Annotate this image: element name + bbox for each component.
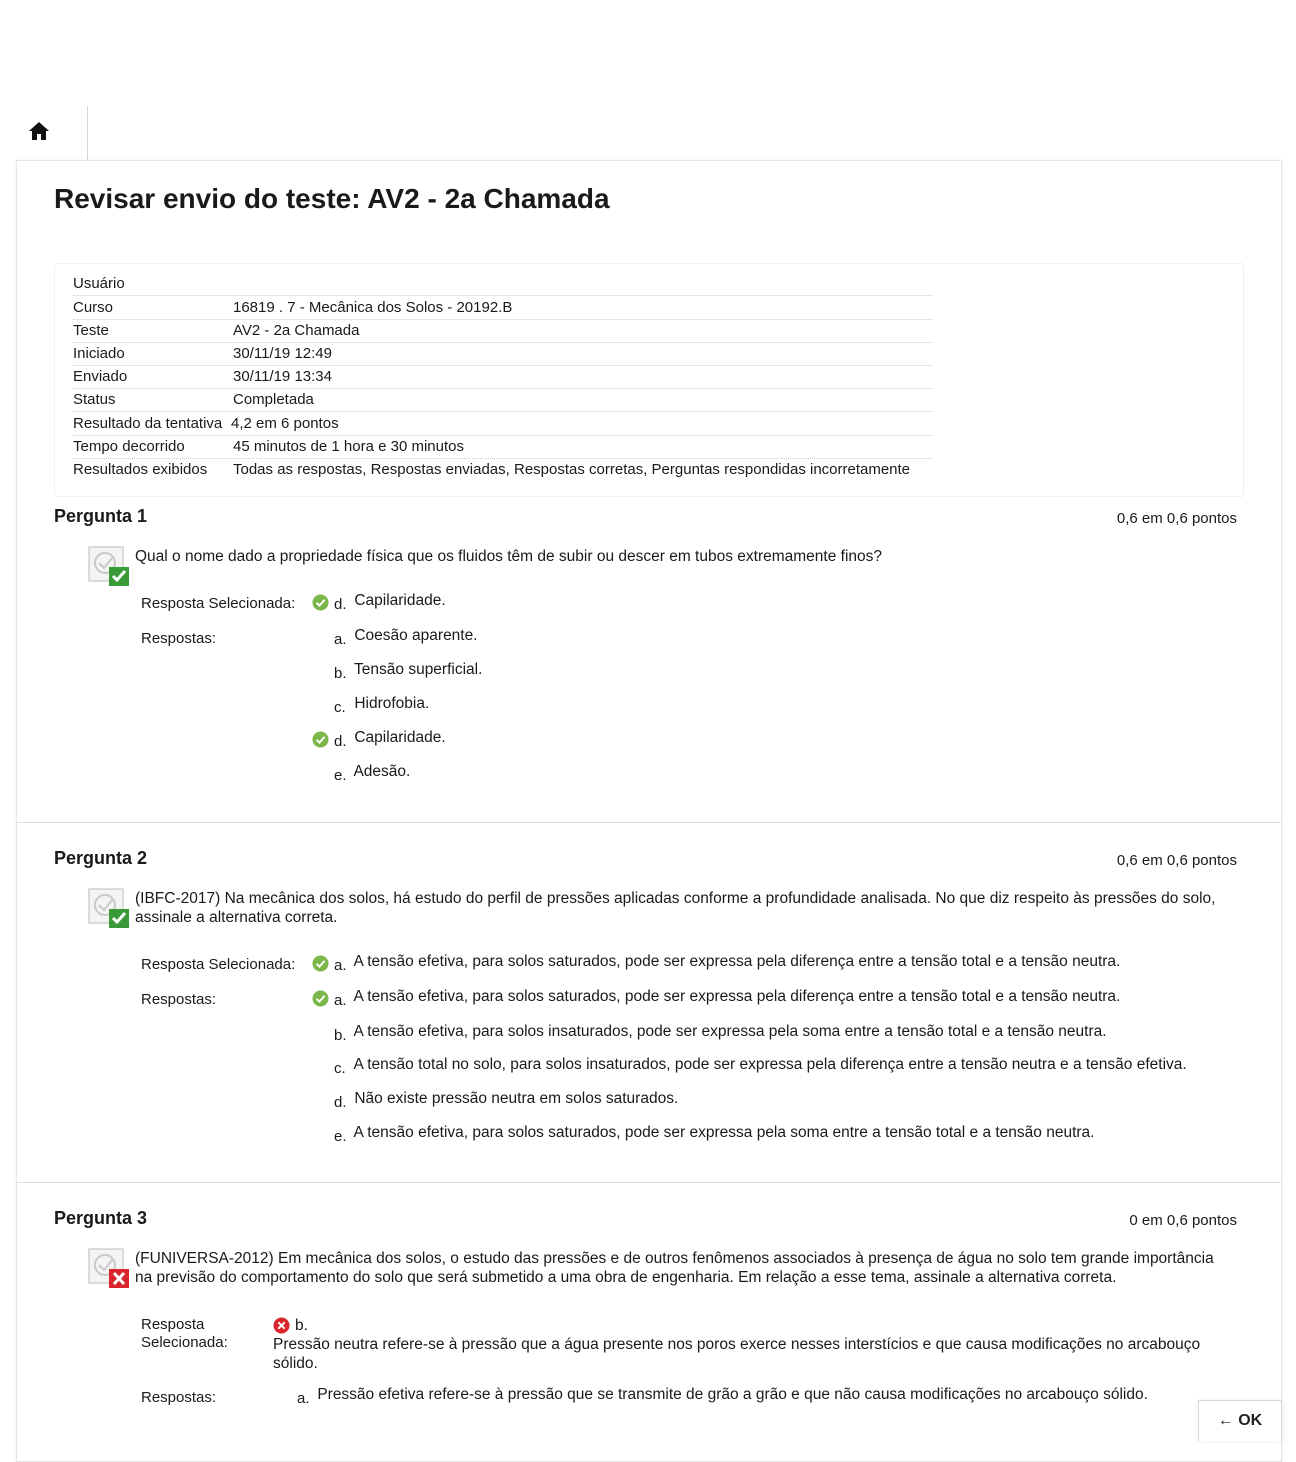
answer-letter: a. — [297, 1390, 310, 1407]
selected-label-line-1: Resposta — [141, 1316, 205, 1333]
answer-letter: a. — [334, 957, 347, 974]
top-bar-divider — [87, 106, 88, 160]
answer-option — [334, 627, 478, 648]
answer-letter: b. — [334, 665, 347, 682]
correct-check-icon — [312, 594, 329, 611]
detail-value: 4,2 em 6 pontos — [231, 415, 339, 432]
answer-text: Pressão neutra refere-se à pressão que a água presente nos poros exerce nesses interstícios e que causa modificações no arcabouço sólido. — [273, 1336, 1201, 1372]
detail-label: Resultado da tentativa — [73, 415, 223, 432]
question-points: 0,6 em 0,6 pontos — [1116, 852, 1237, 869]
answer-letter: c. — [334, 699, 346, 716]
question-separator — [17, 1182, 1281, 1183]
question-points: 0 em 0,6 pontos — [1129, 1212, 1237, 1229]
detail-row-iniciado — [73, 342, 933, 366]
detail-row-curso — [73, 296, 933, 320]
answer-letter: d. — [334, 596, 347, 613]
detail-row-resultados-exibidos — [73, 458, 933, 481]
question-2 — [17, 848, 1281, 1183]
detail-label: Teste — [73, 322, 109, 339]
answer-option-correct — [334, 988, 1121, 1009]
answer-option — [297, 1386, 1148, 1407]
answer-letter: c. — [334, 1060, 346, 1077]
answer-option — [334, 1023, 1107, 1044]
detail-value: AV2 - 2a Chamada — [233, 322, 360, 339]
answer-option — [334, 695, 430, 716]
answer-letter: e. — [334, 767, 347, 784]
page-title: Revisar envio do teste: AV2 - 2a Chamada — [54, 183, 610, 214]
correct-question-icon — [88, 546, 132, 588]
detail-value: 30/11/19 12:49 — [233, 345, 332, 362]
selected-answer-label: Resposta Selecionada: — [141, 595, 296, 612]
detail-value: 30/11/19 13:34 — [233, 368, 332, 385]
top-navigation-bar — [0, 106, 1296, 160]
answer-text: Coesão aparente. — [354, 627, 478, 644]
correct-check-icon — [312, 990, 329, 1007]
answer-text: A tensão efetiva, para solos insaturados, pode ser expressa pela soma entre a tensão total e a tensão neutra. — [353, 1023, 1107, 1040]
selected-answer — [273, 1316, 1223, 1373]
detail-label: Tempo decorrido — [73, 438, 185, 455]
selected-answer-label: Resposta Selecionada: — [141, 956, 296, 973]
answer-text: Adesão. — [353, 763, 411, 780]
question-text: Qual o nome dado a propriedade física que os fluidos têm de subir ou descer em tubos extremamente finos? — [135, 548, 883, 565]
question-points: 0,6 em 0,6 pontos — [1116, 510, 1237, 527]
detail-label: Curso — [73, 299, 114, 316]
answer-text: A tensão total no solo, para solos insaturados, pode ser expressa pela diferença entre a tensão neutra e a tensão efetiva. — [353, 1056, 1187, 1073]
answer-letter: e. — [334, 1128, 347, 1145]
detail-label: Usuário — [73, 275, 125, 292]
detail-row-tempo — [73, 435, 933, 459]
attempt-details-table — [54, 263, 1244, 497]
incorrect-x-icon — [273, 1317, 290, 1334]
home-icon[interactable] — [26, 118, 52, 144]
selected-answer — [334, 592, 446, 613]
selected-answer-label — [141, 1316, 228, 1352]
question-separator — [17, 822, 1281, 823]
selected-label-line-2: Selecionada: — [141, 1334, 228, 1351]
detail-row-resultado — [73, 412, 933, 436]
detail-label: Status — [73, 391, 116, 408]
detail-value: Completada — [233, 391, 314, 408]
answer-letter: d. — [334, 1094, 347, 1111]
detail-row-usuario — [73, 272, 933, 296]
answer-text: Não existe pressão neutra em solos saturados. — [354, 1090, 679, 1107]
answer-option — [334, 661, 483, 682]
answers-label: Respostas: — [141, 1389, 217, 1406]
detail-label: Resultados exibidos — [73, 461, 208, 478]
answer-text: A tensão efetiva, para solos saturados, pode ser expressa pela diferença entre a tensão total e a tensão neutra. — [353, 953, 1121, 970]
answer-text: Hidrofobia. — [354, 695, 430, 712]
answer-letter: b. — [295, 1317, 308, 1334]
answer-text: Pressão efetiva refere-se à pressão que se transmite de grão a grão e que não causa modificações no arcabouço sólido. — [317, 1386, 1148, 1403]
incorrect-question-icon — [88, 1248, 132, 1290]
question-3 — [17, 1208, 1281, 1448]
review-card — [16, 160, 1282, 1462]
question-title: Pergunta 2 — [54, 848, 148, 868]
answer-option — [334, 1124, 1095, 1145]
answers-label: Respostas: — [141, 630, 217, 647]
ok-button[interactable]: ← OK — [1198, 1400, 1282, 1441]
question-title: Pergunta 3 — [54, 1208, 148, 1228]
detail-row-enviado — [73, 365, 933, 389]
answer-text: A tensão efetiva, para solos saturados, pode ser expressa pela diferença entre a tensão total e a tensão neutra. — [353, 988, 1121, 1005]
question-text: (IBFC-2017) Na mecânica dos solos, há estudo do perfil de pressões aplicadas conforme a profundidade analisada. No que diz respeito às pressões do solo, assinale a alternativa correta. — [135, 890, 1216, 926]
detail-label: Enviado — [73, 368, 128, 385]
answer-option — [334, 763, 411, 784]
answer-text: Capilaridade. — [354, 592, 446, 609]
correct-question-icon — [88, 888, 132, 930]
correct-check-icon — [312, 731, 329, 748]
selected-answer-head — [273, 1316, 1223, 1335]
answer-option — [334, 1090, 679, 1111]
selected-answer — [334, 953, 1121, 974]
answer-letter: d. — [334, 733, 347, 750]
answer-letter: a. — [334, 631, 347, 648]
detail-row-teste — [73, 319, 933, 343]
detail-value: 16819 . 7 - Mecânica dos Solos - 20192.B — [233, 299, 513, 316]
question-1 — [17, 506, 1281, 821]
answers-label: Respostas: — [141, 991, 217, 1008]
answer-option-correct — [334, 729, 446, 750]
detail-row-status — [73, 388, 933, 412]
correct-check-icon — [312, 955, 329, 972]
answer-text: Capilaridade. — [354, 729, 446, 746]
answer-letter: b. — [334, 1027, 347, 1044]
question-title: Pergunta 1 — [54, 506, 148, 526]
detail-label: Iniciado — [73, 345, 125, 362]
answer-text: A tensão efetiva, para solos saturados, pode ser expressa pela soma entre a tensão total e a tensão neutra. — [353, 1124, 1095, 1141]
detail-value: Todas as respostas, Respostas enviadas, Respostas corretas, Perguntas respondidas incorretamente — [233, 461, 911, 478]
detail-value: 45 minutos de 1 hora e 30 minutos — [233, 438, 464, 455]
answer-text: Tensão superficial. — [354, 661, 483, 678]
answer-option — [334, 1056, 1187, 1077]
answer-letter: a. — [334, 992, 347, 1009]
question-text: (FUNIVERSA-2012) Em mecânica dos solos, o estudo das pressões e de outros fenômenos associados à presença de água no solo tem grande importância na previsão do comportamento do solo que será submetido a uma obra de engenharia. Em relação a esse tema, assinale a alternativa correta. — [135, 1250, 1214, 1286]
